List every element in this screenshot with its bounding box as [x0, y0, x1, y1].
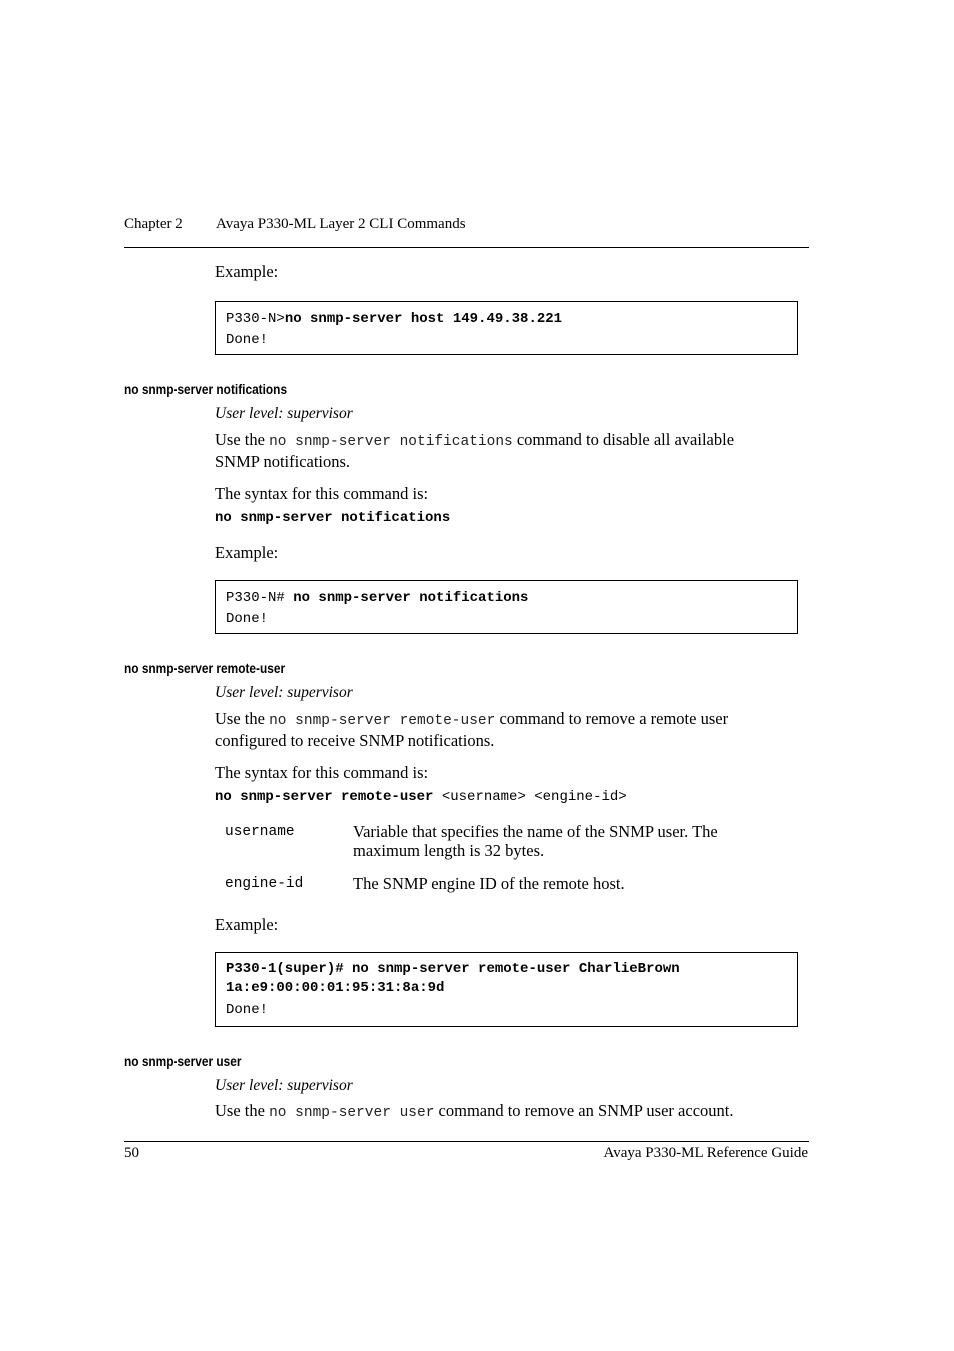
chapter-label: Chapter 2 [124, 216, 183, 232]
description: Use the no snmp-server remote-user command to remove a remote user configured to receive SNMP notifications. [215, 709, 729, 750]
running-header [124, 216, 466, 233]
footer-guide-title: Avaya P330-ML Reference Guide [603, 1145, 808, 1161]
example-label: Example: [215, 915, 279, 934]
code-result: Done! [226, 332, 269, 348]
code-prompt: P330-N> [226, 311, 285, 327]
code-command: no snmp-server host 149.49.38.221 [284, 311, 563, 327]
user-level: User level: supervisor [215, 684, 353, 701]
syntax-command: no snmp-server remote-user <username> <engine-id> [215, 789, 627, 805]
inline-command: no snmp-server remote-user [269, 713, 496, 729]
section-heading: no snmp-server user [124, 1054, 242, 1069]
param-name: username [225, 824, 295, 840]
code-prompt: P330-N# [226, 590, 294, 606]
example-label: Example: [215, 543, 279, 562]
syntax-command: no snmp-server notifications [215, 510, 451, 526]
param-name: engine-id [225, 876, 304, 892]
description: Use the no snmp-server user command to remove an SNMP user account. [215, 1101, 734, 1121]
code-result: Done! [226, 611, 269, 627]
syntax-intro: The syntax for this command is: [215, 484, 429, 503]
code-command-cont: 1a:e9:00:00:01:95:31:8a:9d [226, 980, 445, 996]
code-command: P330-1(super)# no snmp-server remote-user CharlieBrown [226, 961, 680, 977]
description: Use the no snmp-server notifications command to disable all available SNMP notifications. [215, 430, 735, 471]
footer-rule [124, 1141, 809, 1142]
code-example-remote-user [215, 952, 798, 1027]
param-description: The SNMP engine ID of the remote host. [353, 874, 625, 893]
section-heading: no snmp-server notifications [124, 382, 288, 397]
section-heading: no snmp-server remote-user [124, 661, 286, 676]
header-rule [124, 247, 809, 248]
syntax-intro: The syntax for this command is: [215, 763, 429, 782]
inline-command: no snmp-server user [269, 1105, 435, 1121]
user-level: User level: supervisor [215, 405, 353, 422]
chapter-title: Avaya P330-ML Layer 2 CLI Commands [216, 216, 466, 232]
code-example-host [215, 301, 798, 355]
code-result: Done! [226, 1002, 269, 1018]
example-label: Example: [215, 262, 279, 281]
code-command: no snmp-server notifications [293, 590, 529, 606]
page-number: 50 [124, 1145, 139, 1161]
inline-command: no snmp-server notifications [269, 434, 513, 450]
syntax-args: <username> <engine-id> [433, 789, 627, 805]
param-description: Variable that specifies the name of the SNMP user. The maximum length is 32 bytes. [353, 822, 718, 860]
user-level: User level: supervisor [215, 1077, 353, 1094]
code-example-notifications [215, 580, 798, 634]
